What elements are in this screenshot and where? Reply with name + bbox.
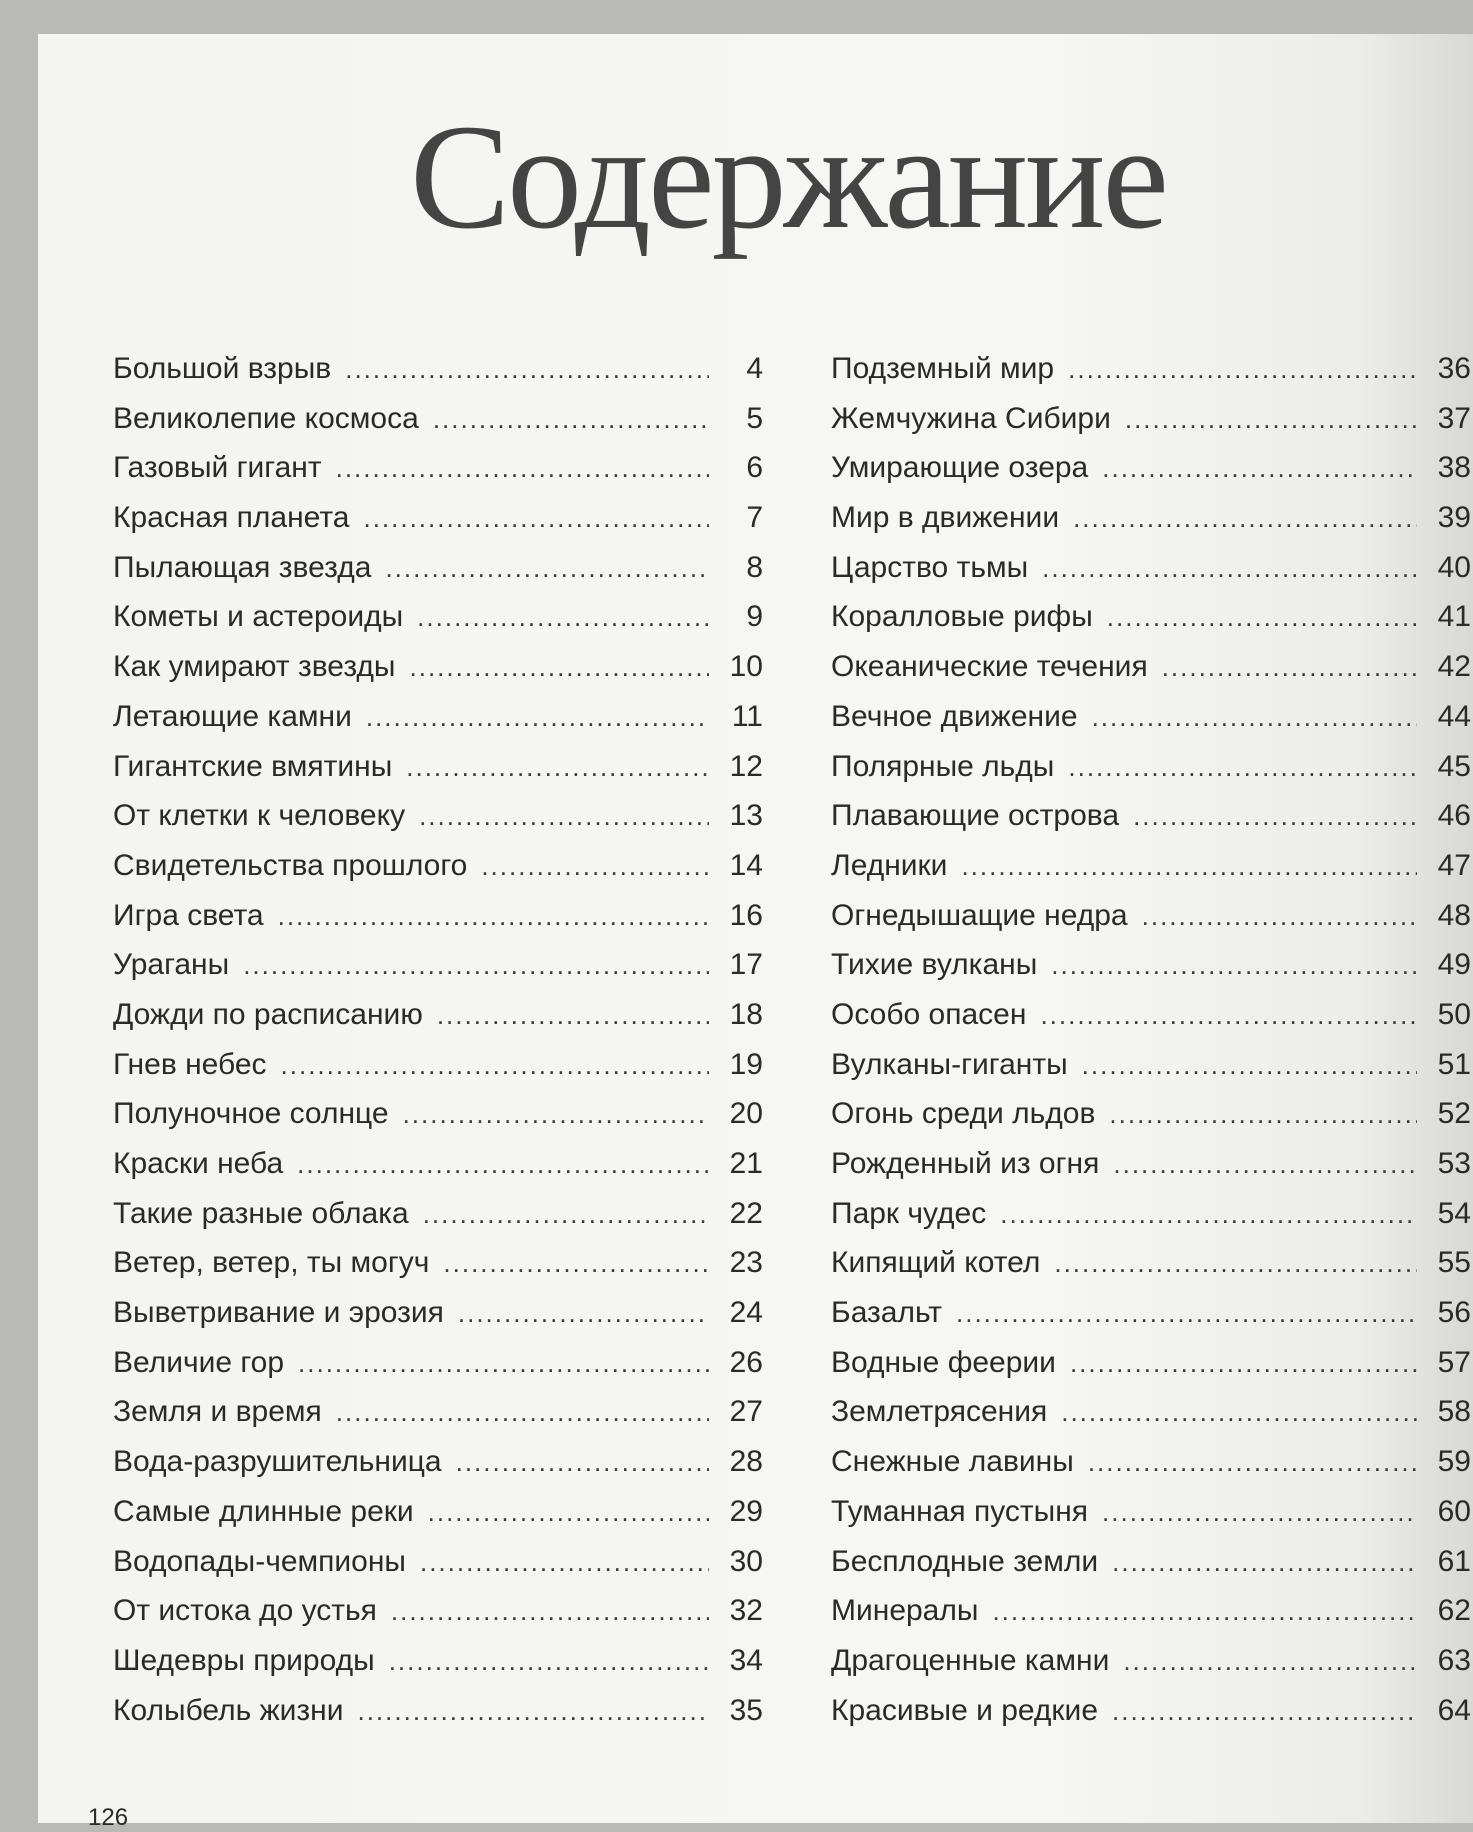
toc-entry: [113, 750, 763, 800]
toc-entry-page: 36: [1437, 352, 1471, 385]
toc-entry-title: Свидетельства прошлого: [113, 848, 468, 882]
toc-entry-title: Ледники: [831, 848, 948, 882]
toc-entry-page: 63: [1437, 1643, 1471, 1677]
toc-entry-page: 6: [746, 451, 763, 485]
toc-entry-page: 60: [1437, 1494, 1471, 1528]
toc-dot-leader: [297, 1149, 709, 1180]
toc-entry-title: Рожденный из огня: [831, 1147, 1100, 1180]
toc-entry-page: 29: [729, 1494, 763, 1528]
toc-entry-title: Океанические течения: [831, 650, 1148, 684]
toc-entry-page: 22: [729, 1196, 763, 1230]
toc-entry-page: 35: [729, 1693, 763, 1727]
toc-entry-title: Мир в движении: [831, 501, 1060, 535]
toc-entry-title: Игра света: [113, 898, 264, 932]
page-title: Содержание: [410, 94, 1166, 260]
toc-dot-leader: [1070, 1348, 1417, 1379]
toc-entry-page: 51: [1437, 1047, 1471, 1081]
toc-entry-title: Кометы и астероиды: [113, 600, 404, 634]
toc-entry: [831, 1545, 1471, 1595]
toc-dot-leader: [363, 503, 709, 534]
toc-entry-title: Земля и время: [113, 1395, 322, 1429]
toc-dot-leader: [366, 702, 709, 733]
toc-entry-title: Великолепие космоса: [113, 401, 419, 435]
toc-entry: [831, 849, 1471, 899]
book-page: [38, 34, 1473, 1831]
toc-entry-title: Кипящий котел: [831, 1246, 1041, 1280]
toc-entry: [831, 600, 1471, 650]
toc-dot-leader: [406, 752, 709, 783]
toc-entry: [831, 451, 1471, 501]
toc-dot-leader: [1125, 404, 1417, 435]
toc-entry: [831, 1395, 1471, 1445]
page-number: 126: [88, 1804, 129, 1831]
toc-dot-leader: [281, 1050, 709, 1081]
toc-entry-page: 53: [1437, 1147, 1471, 1180]
toc-entry-page: 14: [729, 848, 763, 882]
toc-dot-leader: [1113, 1149, 1417, 1180]
toc-entry-page: 62: [1437, 1594, 1471, 1628]
toc-entry-page: 9: [746, 600, 763, 634]
toc-entry: [831, 1644, 1471, 1694]
toc-dot-leader: [1073, 503, 1417, 534]
toc-dot-leader: [481, 851, 709, 882]
toc-entry: [831, 1246, 1471, 1296]
toc-entry: [831, 1594, 1471, 1644]
toc-entry-page: 18: [729, 997, 763, 1031]
toc-dot-leader: [1054, 1248, 1417, 1279]
toc-dot-leader: [1088, 1447, 1417, 1478]
toc-entry-title: Колыбель жизни: [113, 1693, 344, 1727]
toc-entry: [113, 1197, 763, 1247]
toc-dot-leader: [1109, 1099, 1417, 1130]
toc-dot-leader: [423, 1199, 709, 1230]
toc-entry-page: 55: [1437, 1246, 1471, 1280]
toc-dot-leader: [1051, 950, 1417, 981]
toc-dot-leader: [1107, 602, 1417, 633]
toc-entry-page: 49: [1437, 948, 1471, 982]
toc-dot-leader: [391, 1596, 709, 1627]
toc-dot-leader: [389, 1646, 709, 1677]
toc-dot-leader: [433, 404, 709, 435]
toc-entry-title: Водопады-чемпионы: [113, 1544, 406, 1578]
toc-entry-title: Огонь среди льдов: [831, 1097, 1096, 1131]
toc-entry-title: Полуночное солнце: [113, 1097, 389, 1131]
toc-entry-page: 48: [1437, 898, 1471, 932]
toc-entry-title: Красная планета: [113, 501, 350, 535]
toc-entry: [831, 948, 1471, 998]
toc-entry-title: От истока до устья: [113, 1594, 377, 1628]
toc-dot-leader: [357, 1696, 709, 1727]
toc-dot-leader: [1040, 1000, 1417, 1031]
toc-entry-page: 61: [1437, 1544, 1471, 1578]
toc-dot-leader: [956, 1298, 1417, 1329]
toc-entry-title: Гнев небес: [113, 1047, 267, 1081]
toc-entry-title: Пылающая звезда: [113, 550, 372, 584]
toc-entry-page: 23: [729, 1246, 763, 1280]
toc-entry-title: Землетрясения: [831, 1395, 1048, 1429]
toc-entry: [113, 600, 763, 650]
toc-entry-page: 20: [729, 1097, 763, 1131]
toc-entry-title: Дожди по расписанию: [113, 997, 423, 1031]
toc-dot-leader: [1082, 1050, 1417, 1081]
toc-dot-leader: [1142, 901, 1417, 932]
toc-entry-title: Гигантские вмятины: [113, 749, 393, 783]
toc-entry-page: 58: [1437, 1395, 1471, 1429]
toc-dot-leader: [298, 1348, 709, 1379]
toc-dot-leader: [443, 1248, 709, 1279]
toc-entry: [113, 899, 763, 949]
toc-entry: [831, 501, 1471, 551]
toc-entry-title: Шедевры природы: [113, 1643, 375, 1677]
toc-entry-page: 19: [729, 1047, 763, 1081]
toc-dot-leader: [336, 453, 709, 484]
toc-dot-leader: [1112, 1547, 1417, 1578]
toc-entry-page: 11: [731, 699, 763, 733]
toc-dot-leader: [1162, 652, 1417, 683]
toc-entry-title: Ветер, ветер, ты могуч: [113, 1246, 430, 1280]
toc-entry-title: Красивые и редкие: [831, 1693, 1098, 1727]
toc-entry-page: 28: [729, 1445, 763, 1479]
toc-entry: [113, 402, 763, 452]
toc-entry: [831, 1296, 1471, 1346]
toc-entry-title: Подземный мир: [831, 352, 1055, 385]
toc-entry: [831, 998, 1471, 1048]
toc-entry-page: 52: [1437, 1097, 1471, 1131]
toc-entry-page: 42: [1437, 650, 1471, 684]
toc-entry: [831, 1346, 1471, 1396]
toc-entry: [113, 998, 763, 1048]
toc-dot-leader: [1068, 752, 1417, 783]
toc-entry-title: Вечное движение: [831, 699, 1078, 733]
toc-entry-title: От клетки к человеку: [113, 799, 406, 833]
toc-entry-title: Газовый гигант: [113, 451, 322, 485]
toc-dot-leader: [1102, 1497, 1417, 1528]
toc-entry: [113, 849, 763, 899]
toc-entry-page: 50: [1437, 997, 1471, 1031]
toc-entry: [831, 551, 1471, 601]
toc-entry: [113, 650, 763, 700]
toc-dot-leader: [345, 354, 709, 385]
toc-entry-title: Выветривание и эрозия: [113, 1296, 444, 1330]
toc-entry-title: Парк чудес: [831, 1196, 987, 1230]
toc-entry: [113, 1097, 763, 1147]
toc-entry: [113, 352, 763, 402]
toc-entry: [831, 700, 1471, 750]
toc-entry-title: Драгоценные камни: [831, 1643, 1110, 1677]
toc-entry-page: 59: [1437, 1445, 1471, 1479]
toc-entry: [113, 1395, 763, 1445]
toc-entry: [831, 650, 1471, 700]
toc-entry-title: Вулканы-гиганты: [831, 1047, 1068, 1081]
toc-entry: [831, 1495, 1471, 1545]
toc-entry-page: 26: [729, 1345, 763, 1379]
toc-dot-leader: [243, 950, 709, 981]
toc-entry-page: 5: [746, 401, 763, 435]
toc-dot-leader: [428, 1497, 709, 1528]
toc-entry-title: Тихие вулканы: [831, 948, 1038, 982]
toc-entry-page: 57: [1437, 1345, 1471, 1379]
toc-entry-page: 12: [729, 749, 763, 783]
toc-entry-title: Базальт: [831, 1296, 943, 1330]
toc-dot-leader: [1042, 553, 1417, 584]
toc-entry-page: 54: [1437, 1196, 1471, 1230]
toc-entry: [113, 1296, 763, 1346]
toc-entry-page: 32: [729, 1594, 763, 1628]
toc-dot-leader: [1092, 702, 1417, 733]
toc-entry-title: Ураганы: [113, 948, 230, 982]
toc-entry: [113, 1147, 763, 1197]
toc-dot-leader: [1061, 1397, 1417, 1428]
toc-entry-title: Величие гор: [113, 1345, 285, 1379]
toc-entry-page: 34: [729, 1643, 763, 1677]
toc-entry: [831, 1097, 1471, 1147]
toc-entry: [113, 1246, 763, 1296]
toc-entry-title: Полярные льды: [831, 749, 1055, 783]
toc-entry: [113, 1048, 763, 1098]
toc-right-column: [831, 352, 1471, 1743]
toc-dot-leader: [1112, 1696, 1417, 1727]
toc-entry-title: Минералы: [831, 1594, 979, 1628]
toc-dot-leader: [417, 602, 709, 633]
toc-dot-leader: [1123, 1646, 1417, 1677]
toc-entry-title: Снежные лавины: [831, 1445, 1074, 1479]
toc-entry-page: 46: [1437, 799, 1471, 833]
toc-entry-page: 64: [1437, 1693, 1471, 1727]
toc-entry-title: Большой взрыв: [113, 352, 332, 385]
toc-dot-leader: [992, 1596, 1417, 1627]
toc-entry-title: Царство тьмы: [831, 550, 1029, 584]
toc-entry-page: 30: [729, 1544, 763, 1578]
toc-entry: [831, 1147, 1471, 1197]
toc-entry: [113, 551, 763, 601]
toc-entry-title: Умирающие озера: [831, 451, 1089, 485]
toc-entry: [831, 352, 1471, 402]
toc-entry: [831, 799, 1471, 849]
toc-entry-title: Плавающие острова: [831, 799, 1120, 833]
toc-entry: [831, 1197, 1471, 1247]
toc-entry-title: Особо опасен: [831, 997, 1027, 1031]
toc-entry-title: Такие разные облака: [113, 1196, 409, 1230]
toc-entry-page: 27: [729, 1395, 763, 1429]
toc-entry-page: 21: [729, 1147, 763, 1180]
toc-entry-page: 39: [1437, 501, 1471, 535]
toc-entry-page: 41: [1437, 600, 1471, 634]
toc-entry-title: Самые длинные реки: [113, 1494, 414, 1528]
toc-dot-leader: [420, 1547, 709, 1578]
toc-entry: [831, 1694, 1471, 1744]
toc-entry: [113, 1694, 763, 1744]
toc-entry-title: Огнедышащие недра: [831, 898, 1128, 932]
toc-entry-page: 45: [1437, 749, 1471, 783]
toc-entry: [831, 899, 1471, 949]
toc-entry-page: 7: [746, 501, 763, 535]
toc-entry: [113, 1445, 763, 1495]
toc-dot-leader: [456, 1447, 709, 1478]
toc-entry-page: 44: [1437, 699, 1471, 733]
toc-entry-title: Бесплодные земли: [831, 1544, 1099, 1578]
toc-entry-page: 16: [729, 898, 763, 932]
toc-entry-title: Краски неба: [113, 1147, 284, 1180]
toc-dot-leader: [458, 1298, 709, 1329]
toc-dot-leader: [403, 1099, 709, 1130]
toc-entry-page: 37: [1437, 401, 1471, 435]
toc-entry: [113, 700, 763, 750]
toc-entry-title: Вода-разрушительница: [113, 1445, 442, 1479]
toc-dot-leader: [1133, 801, 1417, 832]
toc-dot-leader: [419, 801, 709, 832]
toc-entry: [113, 1346, 763, 1396]
toc-entry-page: 4: [746, 352, 763, 385]
toc-entry: [113, 799, 763, 849]
toc-entry-page: 38: [1437, 451, 1471, 485]
toc-dot-leader: [1068, 354, 1417, 385]
toc-entry-title: Водные феерии: [831, 1345, 1056, 1379]
toc-dot-leader: [961, 851, 1417, 882]
toc-entry-page: 13: [729, 799, 763, 833]
toc-entry-page: 10: [729, 650, 763, 684]
toc-entry-page: 24: [729, 1296, 763, 1330]
toc-entry: [113, 1594, 763, 1644]
toc-entry-page: 17: [729, 948, 763, 982]
toc-entry: [831, 1445, 1471, 1495]
toc-entry: [113, 1545, 763, 1595]
toc-entry-page: 56: [1437, 1296, 1471, 1330]
toc-dot-leader: [336, 1397, 709, 1428]
toc-dot-leader: [385, 553, 709, 584]
toc-dot-leader: [1000, 1199, 1417, 1230]
toc-dot-leader: [437, 1000, 709, 1031]
toc-entry: [113, 1644, 763, 1694]
toc-entry: [113, 501, 763, 551]
toc-dot-leader: [410, 652, 710, 683]
toc-entry-title: Жемчужина Сибири: [831, 401, 1111, 435]
toc-entry: [113, 451, 763, 501]
toc-left-column: [113, 352, 763, 1743]
toc-dot-leader: [1102, 453, 1417, 484]
toc-entry: [831, 402, 1471, 452]
toc-entry-title: Как умирают звезды: [113, 650, 396, 684]
toc-entry: [113, 948, 763, 998]
toc-entry-title: Коралловые рифы: [831, 600, 1093, 634]
toc-entry: [113, 1495, 763, 1545]
toc-entry: [831, 750, 1471, 800]
toc-entry-page: 47: [1437, 848, 1471, 882]
toc-dot-leader: [278, 901, 709, 932]
toc-entry-title: Туманная пустыня: [831, 1494, 1089, 1528]
toc-entry: [831, 1048, 1471, 1098]
toc-entry-title: Летающие камни: [113, 699, 352, 733]
toc-entry-page: 8: [746, 550, 763, 584]
toc-entry-page: 40: [1437, 550, 1471, 584]
